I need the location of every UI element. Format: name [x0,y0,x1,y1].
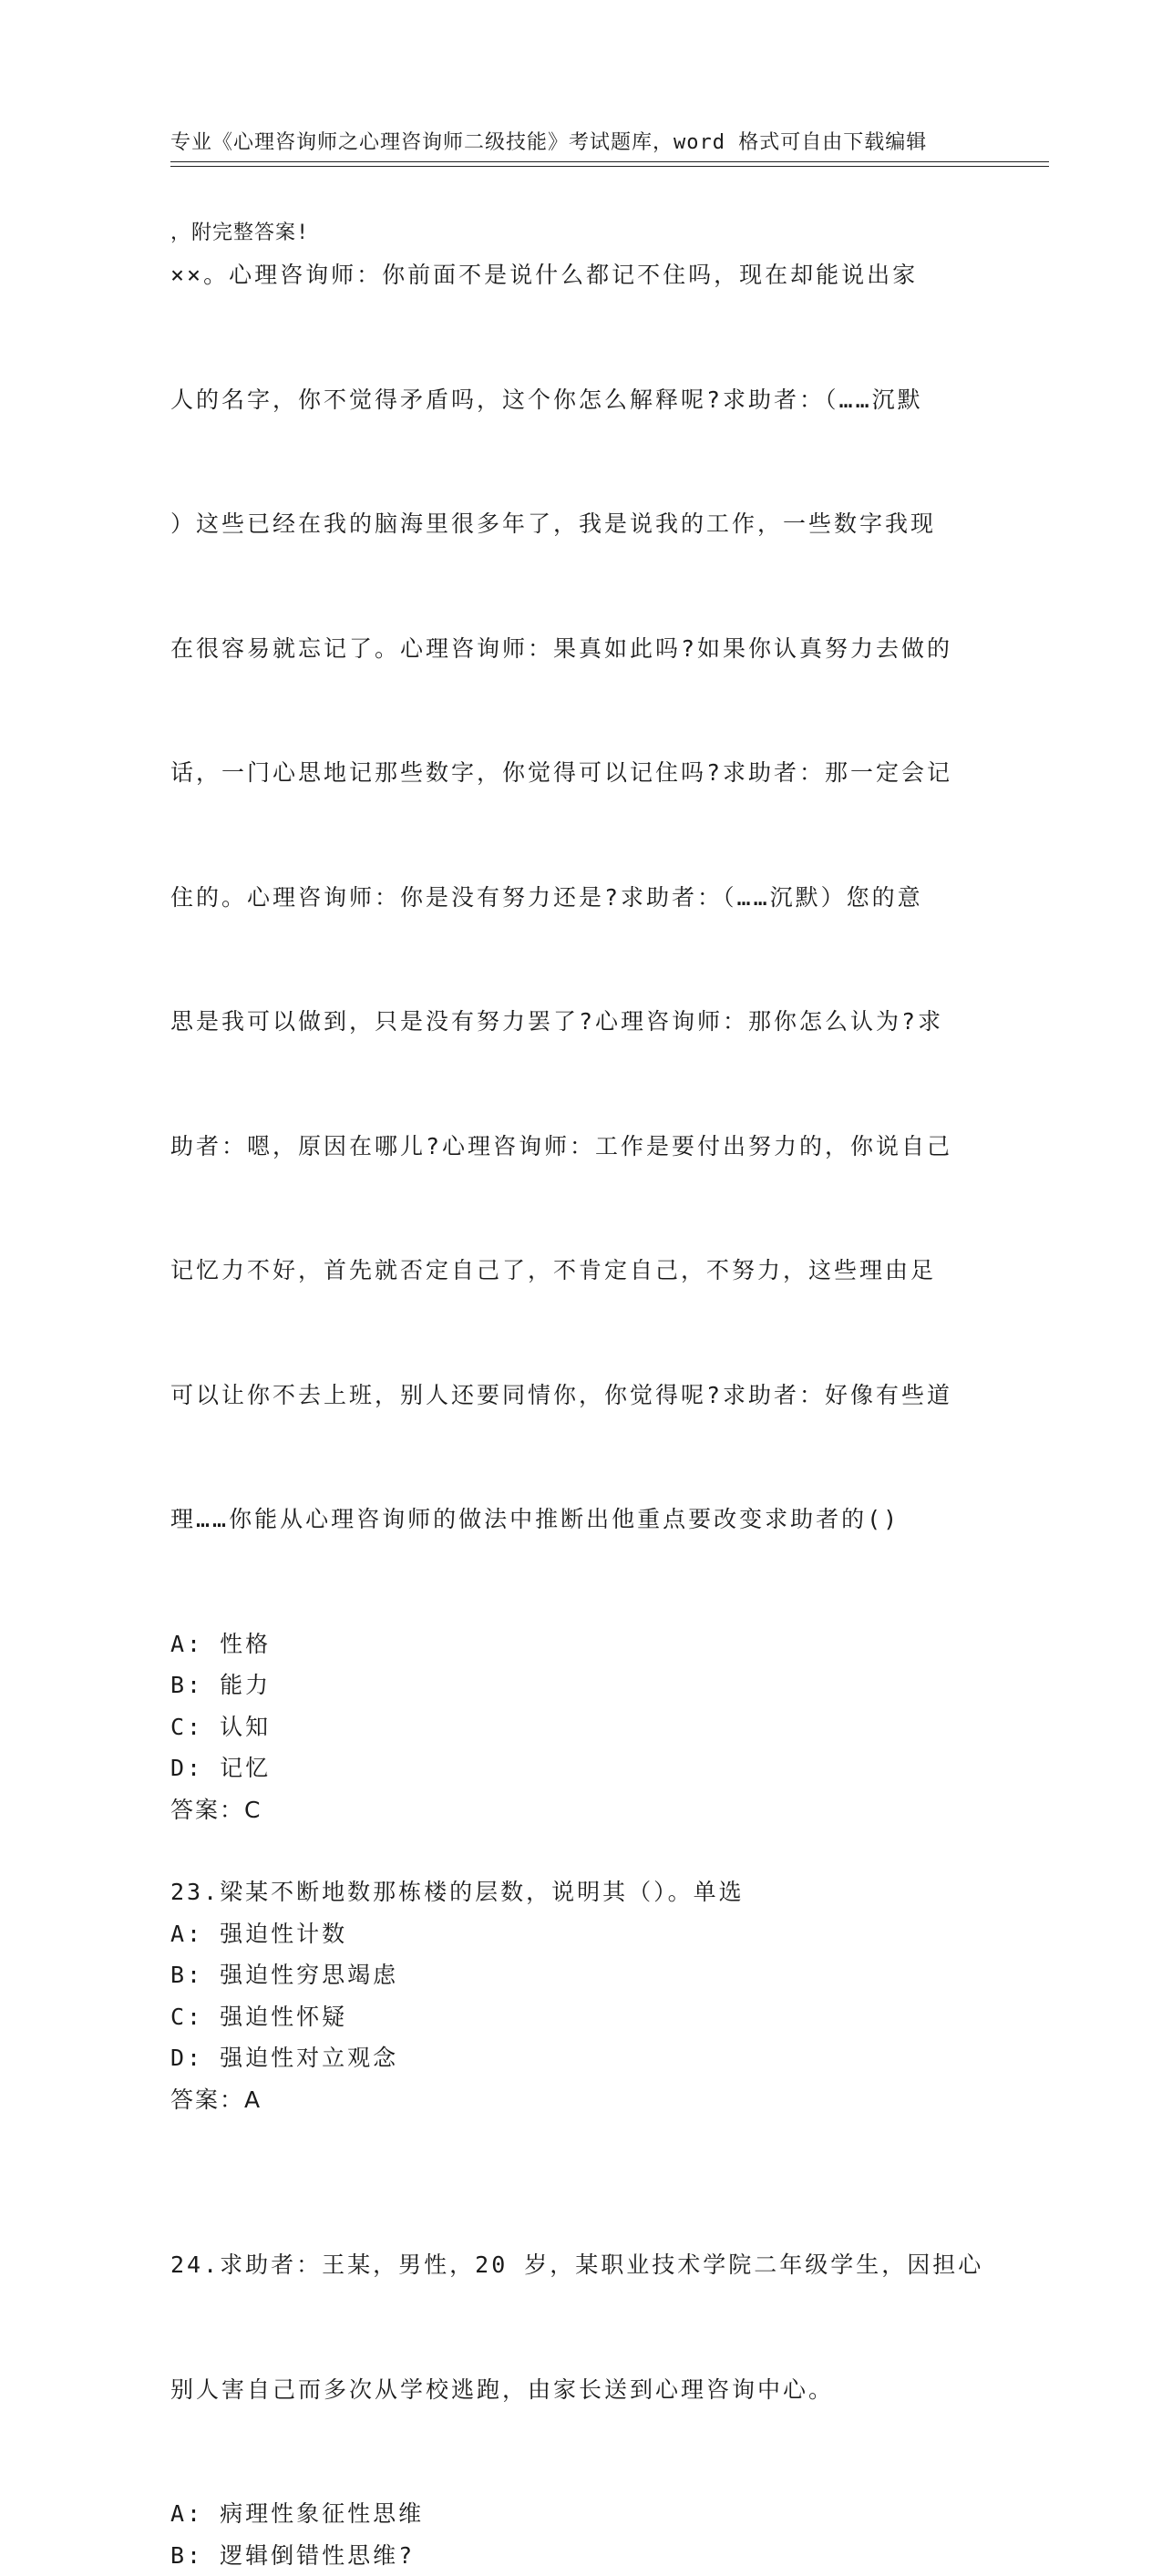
question-24 [170,2161,991,2576]
question-text-line: 可以让你不去上班，别人还要同情你，你觉得呢?求助者：好像有些道 [170,1375,991,1417]
question-text-line: 人的名字，你不觉得矛盾吗，这个你怎么解释呢?求助者：（……沉默 [170,379,991,421]
question-22 [170,171,991,1830]
question-spacer [170,1830,991,1871]
header-title-line2: ，附完整答案! [170,218,972,248]
option-a: A: 强迫性计数 [170,1913,991,1955]
header-divider-top [170,161,1049,162]
question-24-stem [170,2161,991,2493]
option-d: D: 记忆 [170,1747,991,1789]
option-b: B: 逻辑倒错性思维? [170,2535,991,2576]
question-text-line: 别人害自己而多次从学校逃跑，由家长送到心理咨询中心。 [170,2369,991,2411]
option-a: A: 病理性象征性思维 [170,2493,991,2535]
document-body [170,171,991,2576]
question-text-line: ）这些已经在我的脑海里很多年了，我是说我的工作，一些数字我现 [170,503,991,545]
question-text-line: 在很容易就忘记了。心理咨询师：果真如此吗?如果你认真努力去做的 [170,628,991,670]
answer-line: 答案：A [170,2079,991,2121]
option-b: B: 能力 [170,1664,991,1706]
option-d: D: 强迫性对立观念 [170,2037,991,2079]
answer-line: 答案：C [170,1789,991,1831]
question-text-line: 记忆力不好，首先就否定自己了，不肯定自己，不努力，这些理由足 [170,1250,991,1292]
question-text-line: 话，一门心思地记那些数字，你觉得可以记住吗?求助者：那一定会记 [170,752,991,794]
question-text-line: 住的。心理咨询师：你是没有努力还是?求助者：（……沉默）您的意 [170,877,991,919]
question-22-stem [170,171,991,1623]
question-text-line: 助者：嗯，原因在哪儿?心理咨询师：工作是要付出努力的，你说自己 [170,1126,991,1168]
question-spacer [170,2120,991,2161]
option-a: A: 性格 [170,1623,991,1665]
question-text-line: ××。心理咨询师：你前面不是说什么都记不住吗，现在却能说出家 [170,254,991,296]
question-text-line: 24.求助者：王某，男性，20 岁，某职业技术学院二年级学生，因担心 [170,2244,991,2286]
option-c: C: 认知 [170,1706,991,1748]
question-23 [170,1871,991,2120]
question-text-line: 思是我可以做到，只是没有努力罢了?心理咨询师：那你怎么认为?求 [170,1001,991,1043]
question-23-stem: 23.梁某不断地数那栋楼的层数，说明其（）。单选 [170,1871,991,1913]
option-b: B: 强迫性穷思竭虑 [170,1954,991,1996]
option-c: C: 强迫性怀疑 [170,1996,991,2038]
header-divider-bottom [170,166,1049,167]
question-text-line: 理……你能从心理咨询师的做法中推断出他重点要改变求助者的() [170,1499,991,1540]
header-title-line1: 专业《心理咨询师之心理咨询师二级技能》考试题库，word 格式可自由下载编辑 [170,128,972,158]
